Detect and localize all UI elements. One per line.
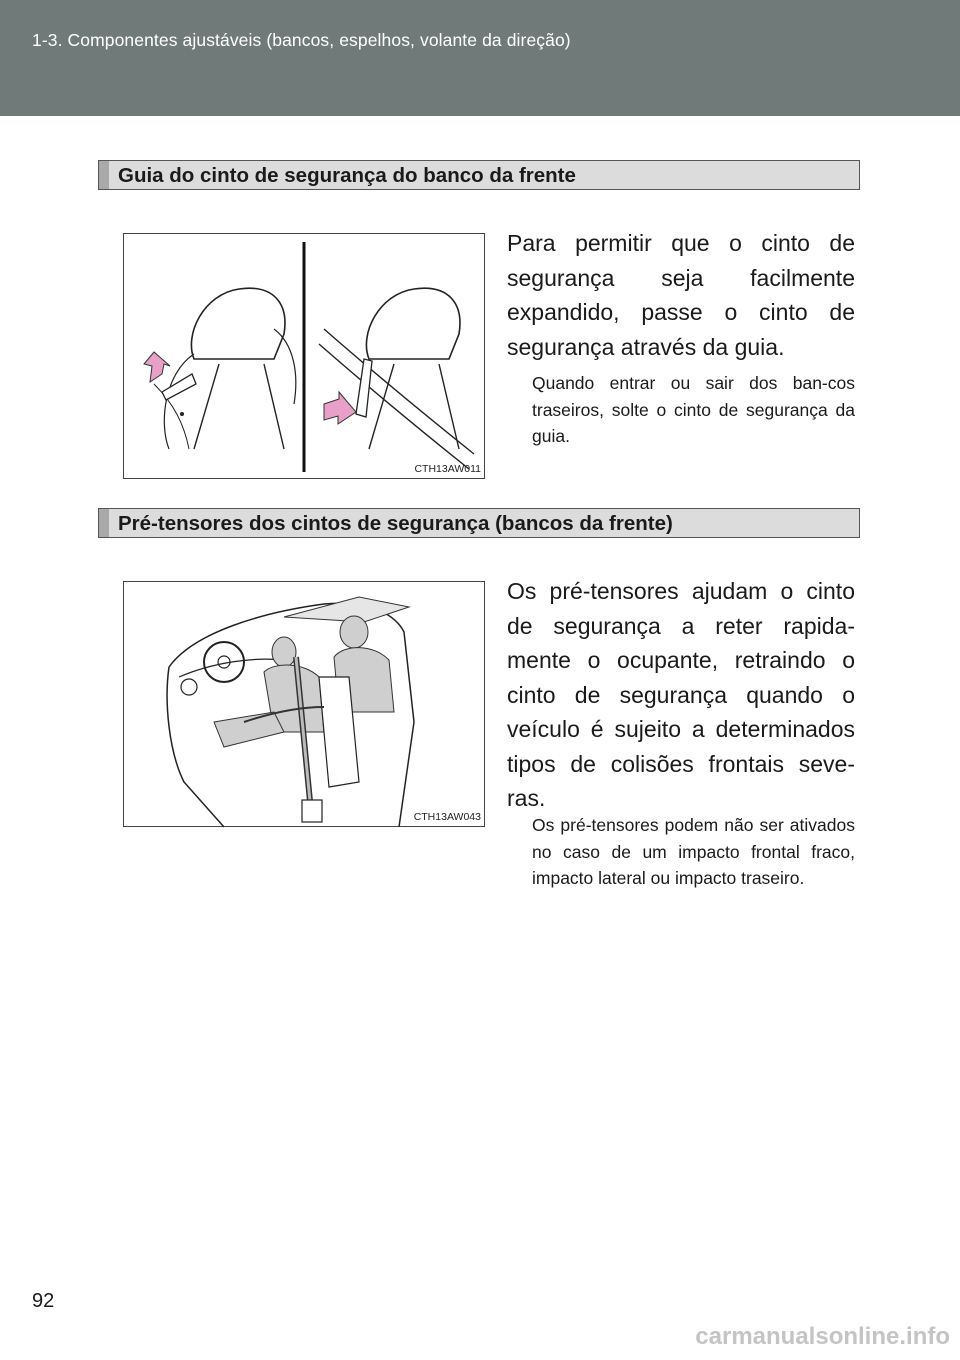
seatbelt-guide-drawing: [124, 234, 486, 480]
watermark: carmanualsonline.info: [695, 1323, 950, 1350]
pretensioner-illustration: [123, 581, 485, 827]
page-number: 92: [32, 1290, 55, 1312]
chapter-title: 1-3. Componentes ajustáveis (bancos, espelhos, volante da direção): [32, 30, 571, 50]
pretensioner-drawing: [124, 582, 486, 828]
figure-code: CTH13AW011: [414, 463, 481, 475]
pretensioner-body-text: Os pré-tensores ajudam o cinto de segurança a reter rapida-mente o ocupante, retraindo o cinto de segurança quando o veículo é sujeito a determinados tipos de colisões frontais seve-ras.: [507, 578, 855, 811]
seatbelt-guide-illustration: [123, 233, 485, 479]
section-heading-text: Guia do cinto de segurança do banco da frente: [118, 164, 576, 187]
seatbelt-guide-note-text: Quando entrar ou sair dos ban-cos traseiros, solte o cinto de segurança da guia.: [532, 373, 855, 446]
section-heading-text: Pré-tensores dos cintos de segurança (bancos da frente): [118, 512, 673, 535]
pretensioner-note-text: Os pré-tensores podem não ser ativados no caso de um impacto frontal fraco, impacto lateral ou impacto traseiro.: [532, 815, 855, 888]
section-heading-pretensioners: [98, 508, 860, 538]
page-header: [0, 0, 960, 116]
figure-code: CTH13AW043: [413, 811, 481, 823]
section-heading-seatbelt-guide: [98, 160, 860, 190]
seatbelt-guide-body-text: Para permitir que o cinto de segurança seja facilmente expandido, passe o cinto de segurança através da guia.: [507, 230, 855, 360]
